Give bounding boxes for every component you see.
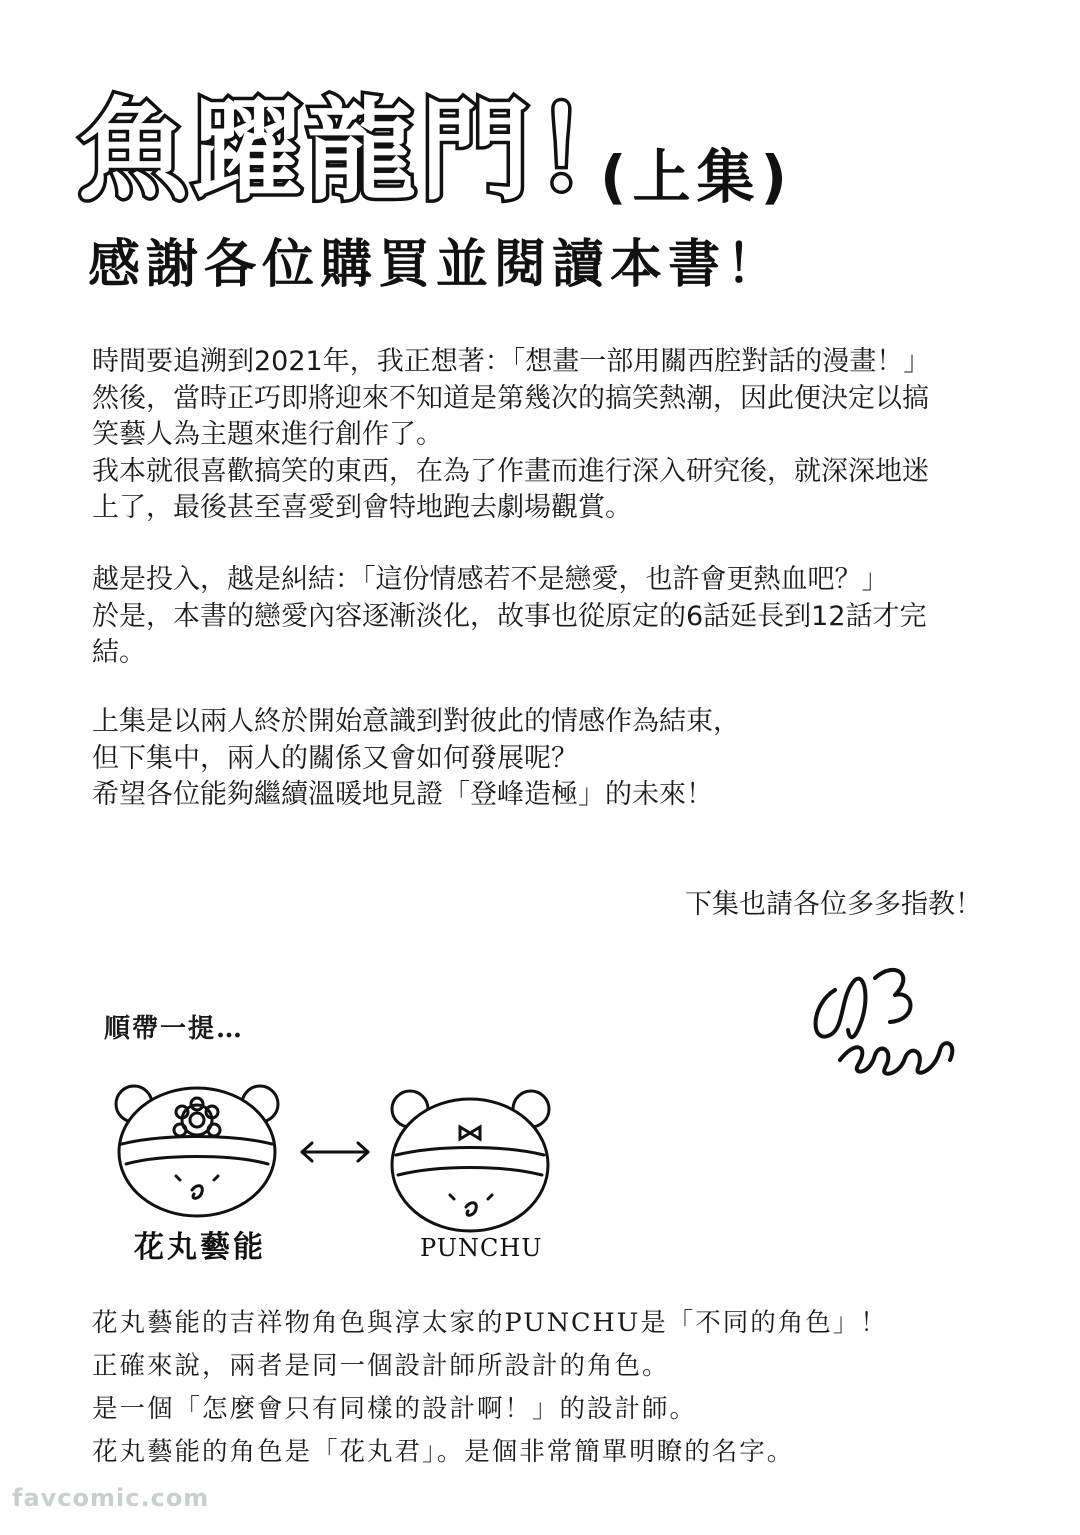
- text-line: 然後，當時正巧即將迎來不知道是第幾次的搞笑熱潮，因此便決定以搞: [92, 382, 929, 414]
- text-line: 但下集中，兩人的關係又會如何發展呢？: [92, 742, 578, 774]
- text-line: 上集是以兩人終於開始意識到對彼此的情感作為結束，: [92, 706, 740, 737]
- hanamaru-character-icon: [112, 1060, 282, 1220]
- double-arrow-icon: [298, 1140, 372, 1164]
- text-line: 花丸藝能的角色是「花丸君」。是個非常簡單明瞭的名字。: [92, 1437, 795, 1467]
- page-subtitle: 感謝各位購買並閱讀本書！: [88, 235, 785, 295]
- text-line: 結。: [92, 637, 146, 668]
- author-signature: [800, 950, 970, 1100]
- text-line: 於是，本書的戀愛內容逐漸淡化，故事也從原定的6話延長到12話才完: [92, 600, 927, 632]
- note-title: 順帶一提…: [104, 1014, 245, 1044]
- paragraph-1: [92, 344, 930, 527]
- text-line: 笑藝人為主題來進行創作了。: [92, 419, 443, 450]
- text-line: 正確來說，兩者是同一個設計師所設計的角色。: [92, 1351, 670, 1381]
- text-line: 希望各位能夠繼續溫暖地見證「登峰造極」的未來！: [92, 779, 713, 810]
- hanamaru-label: 花丸藝能: [134, 1230, 266, 1265]
- punchu-character-icon: [388, 1075, 553, 1235]
- note-text: [92, 1302, 888, 1474]
- paragraph-2: [92, 562, 927, 672]
- closing-line: 下集也請各位多多指教！: [685, 889, 982, 920]
- site-watermark: favcomic.com: [12, 1484, 210, 1512]
- text-line: 時間要追溯到2021年，我正想著：「想畫一部用關西腔對話的漫畫！」: [92, 346, 931, 377]
- text-line: 花丸藝能的吉祥物角色與淳太家的PUNCHU是「不同的角色」！: [92, 1308, 888, 1338]
- volume-label: (上集): [600, 143, 794, 211]
- text-line: 上了，最後甚至喜愛到會特地跑去劇場觀賞。: [92, 492, 632, 523]
- punchu-label: PUNCHU: [420, 1234, 543, 1262]
- page-title: 魚躍龍門！: [78, 87, 648, 215]
- paragraph-3: [92, 704, 740, 814]
- text-line: 我本就很喜歡搞笑的東西，在為了作畫而進行深入研究後，就深深地迷: [92, 455, 929, 487]
- text-line: 越是投入，越是糾結：「這份情感若不是戀愛，也許會更熱血吧？」: [92, 564, 889, 595]
- text-line: 是一個「怎麼會只有同樣的設計啊！」的設計師。: [92, 1394, 698, 1424]
